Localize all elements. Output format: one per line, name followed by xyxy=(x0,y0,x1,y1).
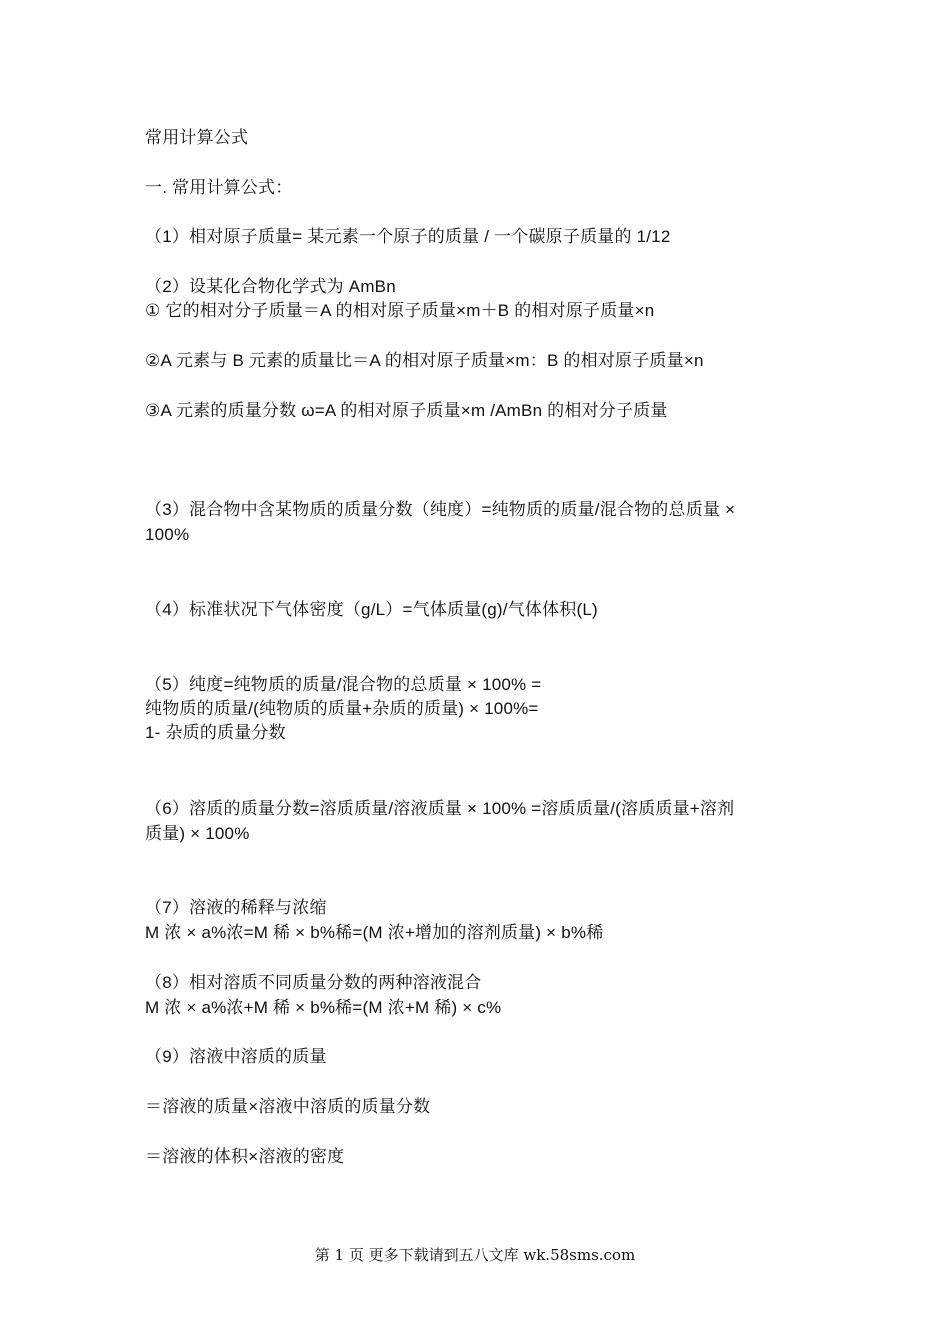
formula-9-line-3: ＝溶液的体积×溶液的密度 xyxy=(145,1147,345,1166)
formula-6-line-2: 质量) × 100% xyxy=(145,824,250,843)
section-heading: 一. 常用计算公式： xyxy=(145,178,293,197)
formula-1: （1）相对原子质量= 某元素一个原子的质量 / 一个碳原子质量的 1/12 xyxy=(145,227,671,246)
formula-5-line-2: 纯物质的质量/(纯物质的质量+杂质的质量) × 100%= xyxy=(145,699,539,718)
formula-9-line-2: ＝溶液的质量×溶液中溶质的质量分数 xyxy=(145,1097,431,1116)
formula-2-c: ③A 元素的质量分数 ω=A 的相对原子质量×m /AmBn 的相对分子质量 xyxy=(145,401,668,420)
formula-7-line-2: M 浓 × a%浓=M 稀 × b%稀=(M 浓+增加的溶剂质量) × b%稀 xyxy=(145,923,604,942)
document-title: 常用计算公式 xyxy=(145,128,249,147)
formula-7-line-1: （7）溶液的稀释与浓缩 xyxy=(145,898,327,917)
formula-3-line-2: 100% xyxy=(145,525,190,544)
formula-2-a: ① 它的相对分子质量＝A 的相对原子质量×m＋B 的相对原子质量×n xyxy=(145,301,655,320)
formula-8-line-1: （8）相对溶质不同质量分数的两种溶液混合 xyxy=(145,973,482,992)
formula-3-line-1: （3）混合物中含某物质的质量分数（纯度）=纯物质的质量/混合物的总质量 × xyxy=(145,500,736,519)
formula-8-line-2: M 浓 × a%浓+M 稀 × b%稀=(M 浓+M 稀) × c% xyxy=(145,998,502,1017)
page-footer: 第 1 页 更多下载请到五八文库 wk.58sms.com xyxy=(314,1246,636,1264)
formula-2-b: ②A 元素与 B 元素的质量比＝A 的相对原子质量×m：B 的相对原子质量×n xyxy=(145,351,704,370)
formula-4: （4）标准状况下气体密度（g/L）=气体质量(g)/气体体积(L) xyxy=(145,600,598,619)
formula-2-intro: （2）设某化合物化学式为 AmBn xyxy=(145,277,396,296)
formula-9-line-1: （9）溶液中溶质的质量 xyxy=(145,1047,327,1066)
formula-5-line-1: （5）纯度=纯物质的质量/混合物的总质量 × 100% = xyxy=(145,675,542,694)
formula-6-line-1: （6）溶质的质量分数=溶质质量/溶液质量 × 100% =溶质质量/(溶质质量+溶剂 xyxy=(145,799,735,818)
formula-5-line-3: 1- 杂质的质量分数 xyxy=(145,723,286,742)
